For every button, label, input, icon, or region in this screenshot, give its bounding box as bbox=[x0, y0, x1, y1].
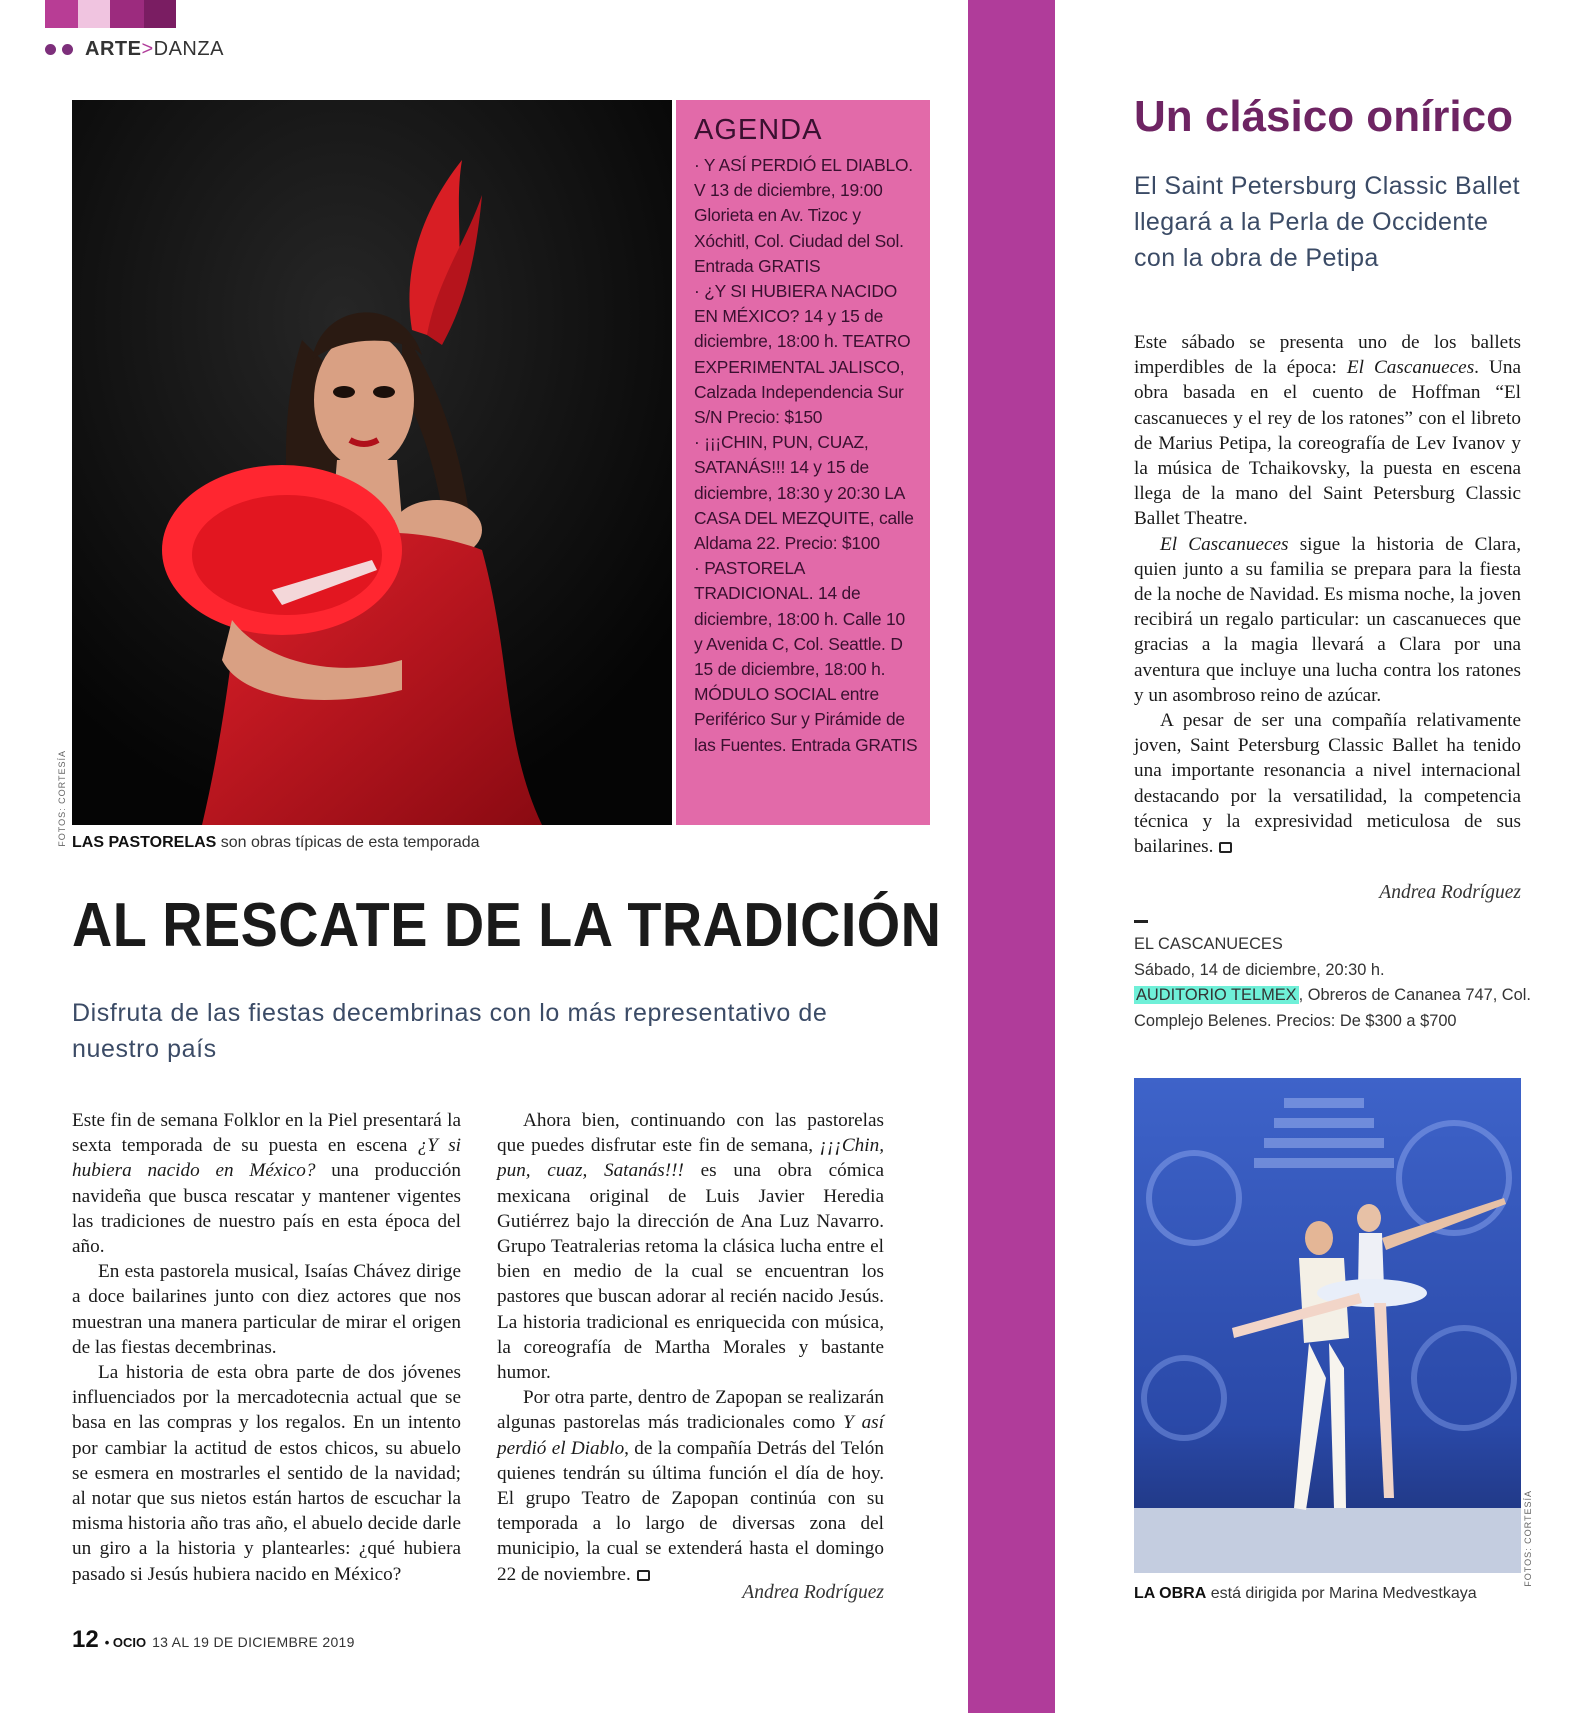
side-article-subhead: El Saint Petersburg Classic Ballet llegará a la Perla de Occidente con la obra de Petipa bbox=[1134, 172, 1520, 272]
agenda-title: AGENDA bbox=[694, 114, 823, 146]
agenda-box bbox=[676, 100, 930, 825]
end-mark-icon bbox=[1219, 842, 1232, 853]
article-column-2 bbox=[497, 1108, 884, 1587]
main-headline: AL RESCATE DE LA TRADICIÓN bbox=[72, 891, 942, 960]
end-mark-icon bbox=[637, 1570, 650, 1581]
agenda-item: · ¡¡¡CHIN, PUN, CUAZ, SATANÁS!!! 14 y 15 de diciembre, 18:30 y 20:30 LA CASA DEL MEZQUITE, calle Aldama 22. Precio: $100 bbox=[694, 432, 914, 554]
paragraph: A pesar de ser una compañía relativamente joven, Saint Petersburg Classic Ballet ha tenido una importante resonancia a nivel internacional destacando por la versatilidad, la competencia técnica y la expresividad meticulosa de sus bailarines. bbox=[1134, 710, 1521, 858]
section-label: ARTE>DANZA bbox=[85, 37, 224, 60]
tab-strip-3 bbox=[110, 0, 144, 28]
photo-credit: FOTOS: CORTESÍA bbox=[57, 750, 67, 847]
paragraph: La historia de esta obra parte de dos jóvenes influenciados por la mercadotecnia actual que se basa en las compras y los regalos. En un intento por cambiar la actitud de estos chicos, su abuelo se esmera en mostrarles el sentido de la navidad; al notar que sus nietos están hartos de escuchar la misma historia año tras año, el abuelo decide darle un giro a la historia y plantearles: ¿qué hubiera pasado si Jesús hubiera nacido en México? bbox=[72, 1362, 461, 1585]
dancer-illustration bbox=[72, 100, 672, 825]
page-footer bbox=[72, 1626, 355, 1654]
photo-caption-right: LA OBRA está dirigida por Marina Medvestkaya bbox=[1134, 1585, 1477, 1602]
byline-main: Andrea Rodríguez bbox=[742, 1582, 884, 1603]
event-info bbox=[1134, 932, 1554, 1034]
event-name: EL CASCANUECES bbox=[1134, 935, 1283, 953]
article-column-1 bbox=[72, 1108, 461, 1587]
event-date: Sábado, 14 de diciembre, 20:30 h. bbox=[1134, 960, 1385, 979]
byline-side: Andrea Rodríguez bbox=[1379, 882, 1521, 903]
bullet-dot-icon bbox=[45, 44, 56, 55]
paragraph: Por otra parte, dentro de Zapopan se realizarán algunas pastorelas más tradicionales como Y así perdió el Diablo, de la compañía Detrás del Telón quienes tendrán su última función el día de hoy. El grupo Teatro de Zapopan continúa con su temporada a lo largo de diversas zona del municipio, la cual se extenderá hasta el domingo 22 de noviembre. bbox=[497, 1387, 884, 1585]
paragraph: Este sábado se presenta uno de los ballets imperdibles de la época: El Cascanueces. Una obra basada en el cuento de Hoffman “El cascanueces y el rey de los ratones” con el libreto de Marius Petipa, la coreografía de Lev Ivanov y la música de Tchaikovsky, la puesta en escena llega de la mano del Saint Petersburg Classic Ballet Theatre. bbox=[1134, 332, 1521, 530]
venue-highlight: AUDITORIO TELMEX bbox=[1136, 986, 1297, 1004]
agenda-list bbox=[694, 153, 918, 758]
tab-strip-1 bbox=[45, 0, 78, 28]
paragraph: El Cascanueces sigue la historia de Clara, quien junto a su familia se prepara para la fiesta de la noche de Navidad. Es misma noche, la joven recibirá un regalo particular: un cascanueces que gracias a la magia llevará a Clara por una aventura que incluye una lucha contra los ratones y un asombroso reino de azúcar. bbox=[1134, 533, 1521, 706]
agenda-item: · PASTORELA TRADICIONAL. 14 de diciembre, 18:00 h. Calle 10 y Avenida C, Col. Seattle. D 15 de diciembre, 18:00 h. MÓDULO SOCIAL entre Periférico Sur y Pirámide de las Fuentes. Entrada GRATIS bbox=[694, 558, 918, 755]
paragraph: Este fin de semana Folklor en la Piel presentará la sexta temporada de su puesta en escena ¿Y si hubiera nacido en México? una producción navideña que busca rescatar y mantener vigentes las tradiciones de nuestro país en esta época del año. bbox=[72, 1110, 461, 1258]
publication-name: • OCIO bbox=[104, 1635, 147, 1650]
section-header bbox=[45, 34, 224, 64]
photo-ballet-dancers bbox=[1134, 1078, 1521, 1573]
ballet-illustration bbox=[1134, 1078, 1521, 1573]
tab-strip-2 bbox=[78, 0, 110, 28]
photo-credit: FOTOS: CORTESÍA bbox=[1523, 1490, 1533, 1587]
side-article-title: Un clásico onírico bbox=[1134, 92, 1513, 141]
issue-date: 13 AL 19 DE DICIEMBRE 2019 bbox=[152, 1634, 355, 1650]
paragraph: En esta pastorela musical, Isaías Chávez dirige a doce bailarines junto con diez actores que nos muestran una manera particular de mirar el origen de las fiestas decembrinas. bbox=[72, 1261, 461, 1358]
tab-strip-4 bbox=[144, 0, 176, 28]
agenda-item: · Y ASÍ PERDIÓ EL DIABLO. V 13 de diciembre, 19:00 Glorieta en Av. Tizoc y Xóchitl, Col. Ciudad del Sol. Entrada GRATIS bbox=[694, 155, 913, 276]
paragraph: Ahora bien, continuando con las pastorelas que puedes disfrutar este fin de semana, ¡¡¡Chin, pun, cuaz, Satanás!!! es una obra cómica mexicana original de Luis Javier Heredia Gutiérrez bajo la dirección de Ana Luz Navarro. Grupo Teatralerias retoma la clásica lucha entre el bien en medio de la cual se encuentran los pastores que buscan adorar al recién nacido Jesús. La historia tradicional es enriquecida con música, la coreografía de Martha Morales y bastante humor. bbox=[497, 1110, 885, 1384]
page-number: 12 bbox=[72, 1626, 99, 1653]
photo-caption-left: LAS PASTORELAS son obras típicas de esta temporada bbox=[72, 834, 480, 851]
main-subheadline: Disfruta de las fiestas decembrinas con lo más representativo de nuestro país bbox=[72, 999, 828, 1063]
decorative-purple-bar bbox=[968, 0, 1055, 1713]
photo-pastorela-dancer bbox=[72, 100, 672, 825]
event-venue: AUDITORIO TELMEX , Obreros de Cananea 747, Col. bbox=[1136, 986, 1531, 1004]
agenda-item: · ¿Y SI HUBIERA NACIDO EN MÉXICO? 14 y 15 de diciembre, 18:00 h. TEATRO EXPERIMENTAL JALISCO, Calzada Independencia Sur S/N Precio: $150 bbox=[694, 281, 911, 428]
side-article-body bbox=[1134, 330, 1521, 859]
bullet-dot-icon bbox=[62, 44, 73, 55]
event-prices: Complejo Belenes. Precios: De $300 a $700 bbox=[1134, 1011, 1457, 1030]
separator-dash bbox=[1134, 920, 1148, 923]
